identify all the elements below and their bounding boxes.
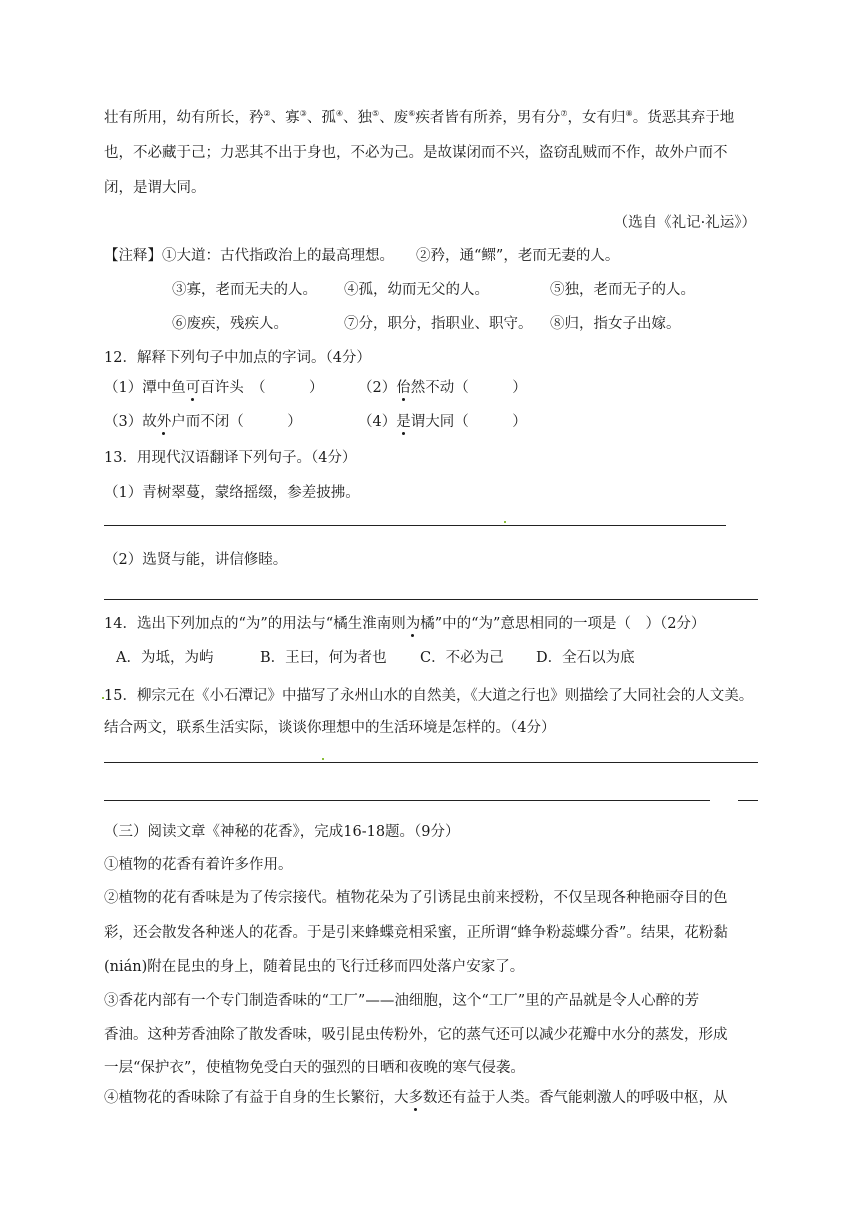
passage-line-1: 壮有所用，幼有所长，矜②、寡③、孤④、独⑤、废⑥疾者皆有所养，男有分⑦，女有归⑧。货恶其弃于地 [104, 109, 735, 126]
passage-line-3: 闭，是谓大同。 [104, 180, 206, 196]
paragraph-3-line-3: 一层“保护衣”，使植物免受白天的强烈的日晒和夜晚的寒气侵袭。 [104, 1060, 525, 1076]
passage-source: （选自《礼记·礼运》） [613, 215, 756, 231]
paragraph-2-line-1: ②植物的花有香味是为了传宗接代。植物花朵为了引诱昆虫前来授粉，不仅呈现各种艳丽夺目的色 [104, 890, 728, 906]
question-15-line-2: 结合两文，联系生活实际，谈谈你理想中的生活环境是怎样的。（4分） [104, 720, 556, 736]
paragraph-2-line-2: 彩，还会散发各种迷人的花香。于是引来蜂蝶竞相采蜜，正所谓“蜂争粉蕊蝶分香”。结果，花粉黏 [104, 925, 728, 941]
question-14-options [116, 646, 770, 670]
question-12-row-2: （3）故外户而不闭（ ） （4）是谓大同（ ） [104, 414, 527, 430]
question-12-stem: 12．解释下列句子中加点的字词。（4分） [104, 350, 371, 366]
question-12-row-1: （1）潭中鱼可百许头 （ ） （2）佁然不动（ ） [104, 380, 527, 396]
notes-line-1: 【注释】①大道：古代指政治上的最高理想。 ②矜，通“鳏”，老而无妻的人。 [104, 248, 620, 264]
paragraph-2-line-3: (nián)附在昆虫的身上，随着昆虫的飞行迁移而四处落户安家了。 [104, 959, 525, 975]
question-13-sentence-1: （1）青树翠蔓，蒙络摇缀，参差披拂。 [104, 485, 360, 501]
emphasis-dots: 大多数 [394, 1090, 438, 1106]
speck-mark [504, 521, 506, 523]
answer-line-15-2[interactable] [104, 800, 710, 801]
notes-line-2: ③寡，老而无夫的人。 ④孤，幼而无父的人。 ⑤独，老而无子的人。 [172, 282, 695, 298]
question-15-line-1: 15．柳宗元在《小石潭记》中描写了永州山水的自然美，《大道之行也》则描绘了大同社会的人文美。 [104, 688, 754, 704]
option-d[interactable]: D．全石以为底 [536, 650, 635, 666]
passage-line-2: 也，不必藏于己；力恶其不出于身也，不必为己。是故谋闭而不兴，盗窃乱贼而不作，故外户而不 [104, 145, 728, 161]
paragraph-1: ①植物的花香有着许多作用。 [104, 857, 293, 873]
question-13-stem: 13．用现代汉语翻译下列句子。（4分） [104, 450, 357, 466]
paragraph-3-line-1: ③香花内部有一个专门制造香味的“工厂”——油细胞，这个“工厂”里的产品就是令人心醉的芳 [104, 993, 700, 1009]
answer-line-13-1[interactable] [104, 525, 726, 526]
speck-mark [322, 758, 324, 760]
paragraph-3-line-2: 香油。这种芳香油除了散发香味，吸引昆虫传粉外，它的蒸气还可以减少花瓣中水分的蒸发，形成 [104, 1027, 728, 1043]
section-3-title: （三）阅读文章《神秘的花香》，完成16-18题。（9分） [104, 824, 460, 840]
question-14-stem: 14．选出下列加点的“为”的用法与“橘生淮南则为橘”中的“为”意思相同的一项是（ ）（2分） [104, 616, 706, 632]
notes-line-3: ⑥废疾，残疾人。 ⑦分，职分，指职业、职守。 ⑧归，指女子出嫁。 [172, 316, 681, 332]
option-b[interactable]: B．王曰，何为者也 [260, 650, 387, 666]
answer-line-15-1[interactable] [104, 762, 758, 763]
answer-line-13-2[interactable] [104, 599, 758, 600]
answer-line-15-3[interactable] [738, 800, 758, 801]
paragraph-4-line-1: ④植物花的香味除了有益于自身的生长繁衍，大多数还有益于人类。香气能刺激人的呼吸中枢，从 [104, 1090, 728, 1106]
option-c[interactable]: C．不必为己 [420, 650, 504, 666]
question-13-sentence-2: （2）选贤与能，讲信修睦。 [104, 552, 288, 568]
option-a[interactable]: A．为坻，为屿 [116, 650, 214, 666]
